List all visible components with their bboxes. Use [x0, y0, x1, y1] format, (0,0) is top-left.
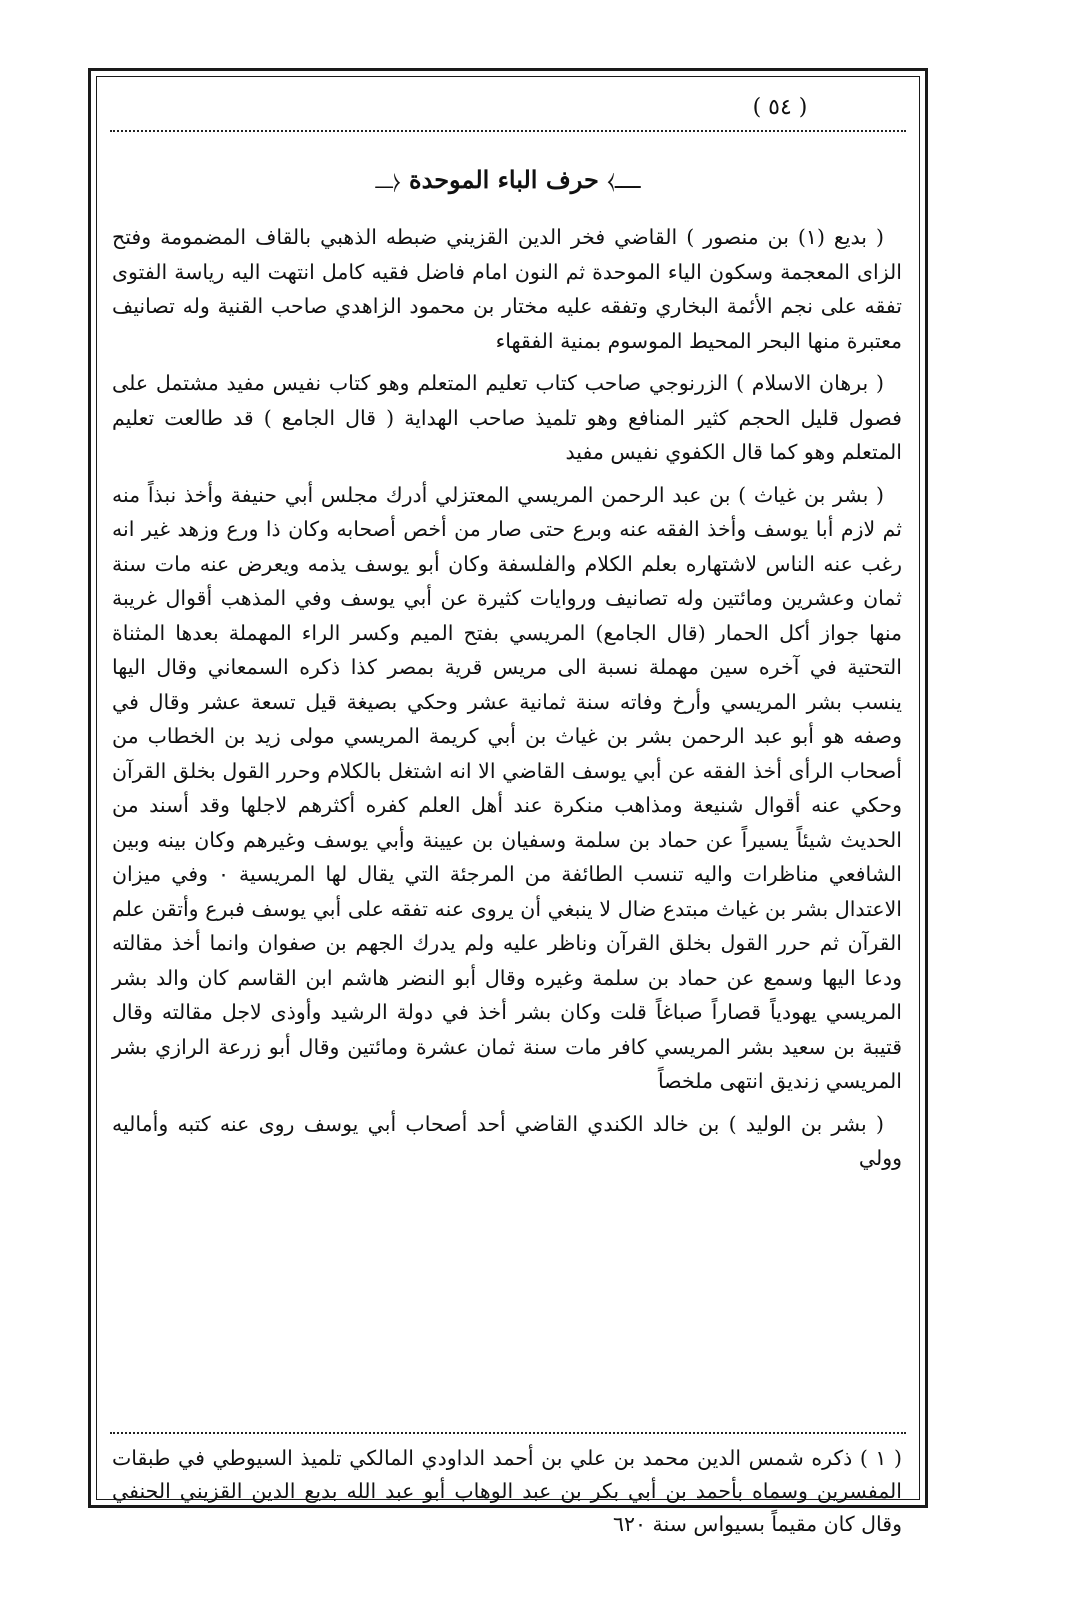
page-number: ( ٥٤ ) — [752, 95, 808, 120]
footnote: ( ١ ) ذكره شمس الدين محمد بن علي بن أحمد الداودي المالكي تلميذ السيوطي في طبقات المفسرين وسماه بأحمد بن أبي بكر بن عبد الوهاب أبو عبد الله بديع الدين القزيني الحنفي وقال كان مقيماً بسيواس سنة ٦٢٠ — [112, 1446, 903, 1536]
footnote-divider — [110, 1432, 906, 1434]
entry-burhan-al-islam: ( برهان الاسلام ) الزرنوجي صاحب كتاب تعليم المتعلم وهو كتاب نفيس مفيد مشتمل على فصول قليل الحجم كثير المنافع وهو تلميذ صاحب الهداية ( قال الجامع ) قد طالعت تعليم المتعلم وهو كما قال الكفوي نفيس مفيد — [112, 371, 902, 464]
right-ornament: ⧼ــــ — [375, 169, 401, 194]
left-ornament: ــــ⧽ — [607, 169, 641, 194]
header-divider — [110, 130, 906, 132]
main-text — [112, 220, 902, 1184]
entry-badi-bin-mansur: ( بديع (١) بن منصور ) القاضي فخر الدين القزيني ضبطه الذهبي بالقاف المضمومة وفتح الزاى المعجمة وسكون الياء الموحدة ثم النون امام فاضل فقيه كامل انتهت اليه رياسة الفتوى تفقه على نجم الأئمة البخاري وتفقه عليه مختار بن محمود الزاهدي صاحب القنية وله تصانيف معتبرة منها البحر المحيط الموسوم بمنية الفقهاء — [112, 225, 902, 353]
entry-bishr-bin-ghiyath: ( بشر بن غياث ) بن عبد الرحمن المريسي المعتزلي أدرك مجلس أبي حنيفة وأخذ نبذاً منه ثم لازم أبا يوسف وأخذ الفقه عنه وبرع حتى صار من أخص أصحابه وكان ذا ورع وزهد غير انه رغب عنه الناس لاشتهاره بعلم الكلام والفلسفة وكان أبو يوسف يذمه ويعرض عنه مات سنة ثمان وعشرين ومائتين وله تصانيف وروايات كثيرة عن أبي يوسف وفي المذهب أقوال غريبة منها جواز أكل الحمار (قال الجامع) المريسي بفتح الميم وكسر الراء المهملة بعدها المثناة التحتية في آخره سين مهملة نسبة الى مريس قرية بمصر كذا ذكره السمعاني وقال اليها ينسب بشر المريسي وأرخ وفاته سنة ثمانية عشر وحكي بصيغة قيل تسعة عشر وقال في وصفه هو أبو عبد الرحمن بشر بن غياث بن أبي كريمة المريسي مولى زيد بن الخطاب من أصحاب الرأى أخذ الفقه عن أبي يوسف القاضي الا انه اشتغل بالكلام وحرر القول بخلق القرآن وحكي عنه أقوال شنيعة ومذاهب منكرة عند أهل العلم كفره أكثرهم لاجلها وقد أسند من الحديث شيئاً يسيراً عن حماد بن سلمة وسفيان بن عيينة وأبي يوسف وغيرهم وكان بينه وبين الشافعي مناظرات واليه تنسب الطائفة من المرجئة التي يقال لها المريسية ٠ وفي ميزان الاعتدال بشر بن غياث مبتدع ضال لا ينبغي أن يروى عنه تفقه على أبي يوسف فبرع وأتقن علم القرآن ثم حرر القول بخلق القرآن وناظر عليه ولم يدرك الجهم بن صفوان وانما أخذ مقالته ودعا اليها وسمع عن حماد بن سلمة وغيره وقال أبو النضر هاشم ابن القاسم كان والد بشر المريسي يهودياً قصاراً صباغاً قلت وكان بشر أخذ في دولة الرشيد وأوذى لاجل مقالته وقال قتيبة بن سعيد بشر المريسي كافر مات سنة ثمان عشرة ومائتين وقال أبو زرعة الرازي بشر المريسي زنديق انتهى ملخصاً — [112, 482, 902, 1093]
entry-bishr-bin-al-walid: ( بشر بن الوليد ) بن خالد الكندي القاضي أحد أصحاب أبي يوسف روى عنه كتبه وأماليه وولي — [112, 1111, 902, 1170]
section-heading — [110, 160, 906, 200]
section-title: حرف الباء الموحدة — [409, 165, 599, 194]
